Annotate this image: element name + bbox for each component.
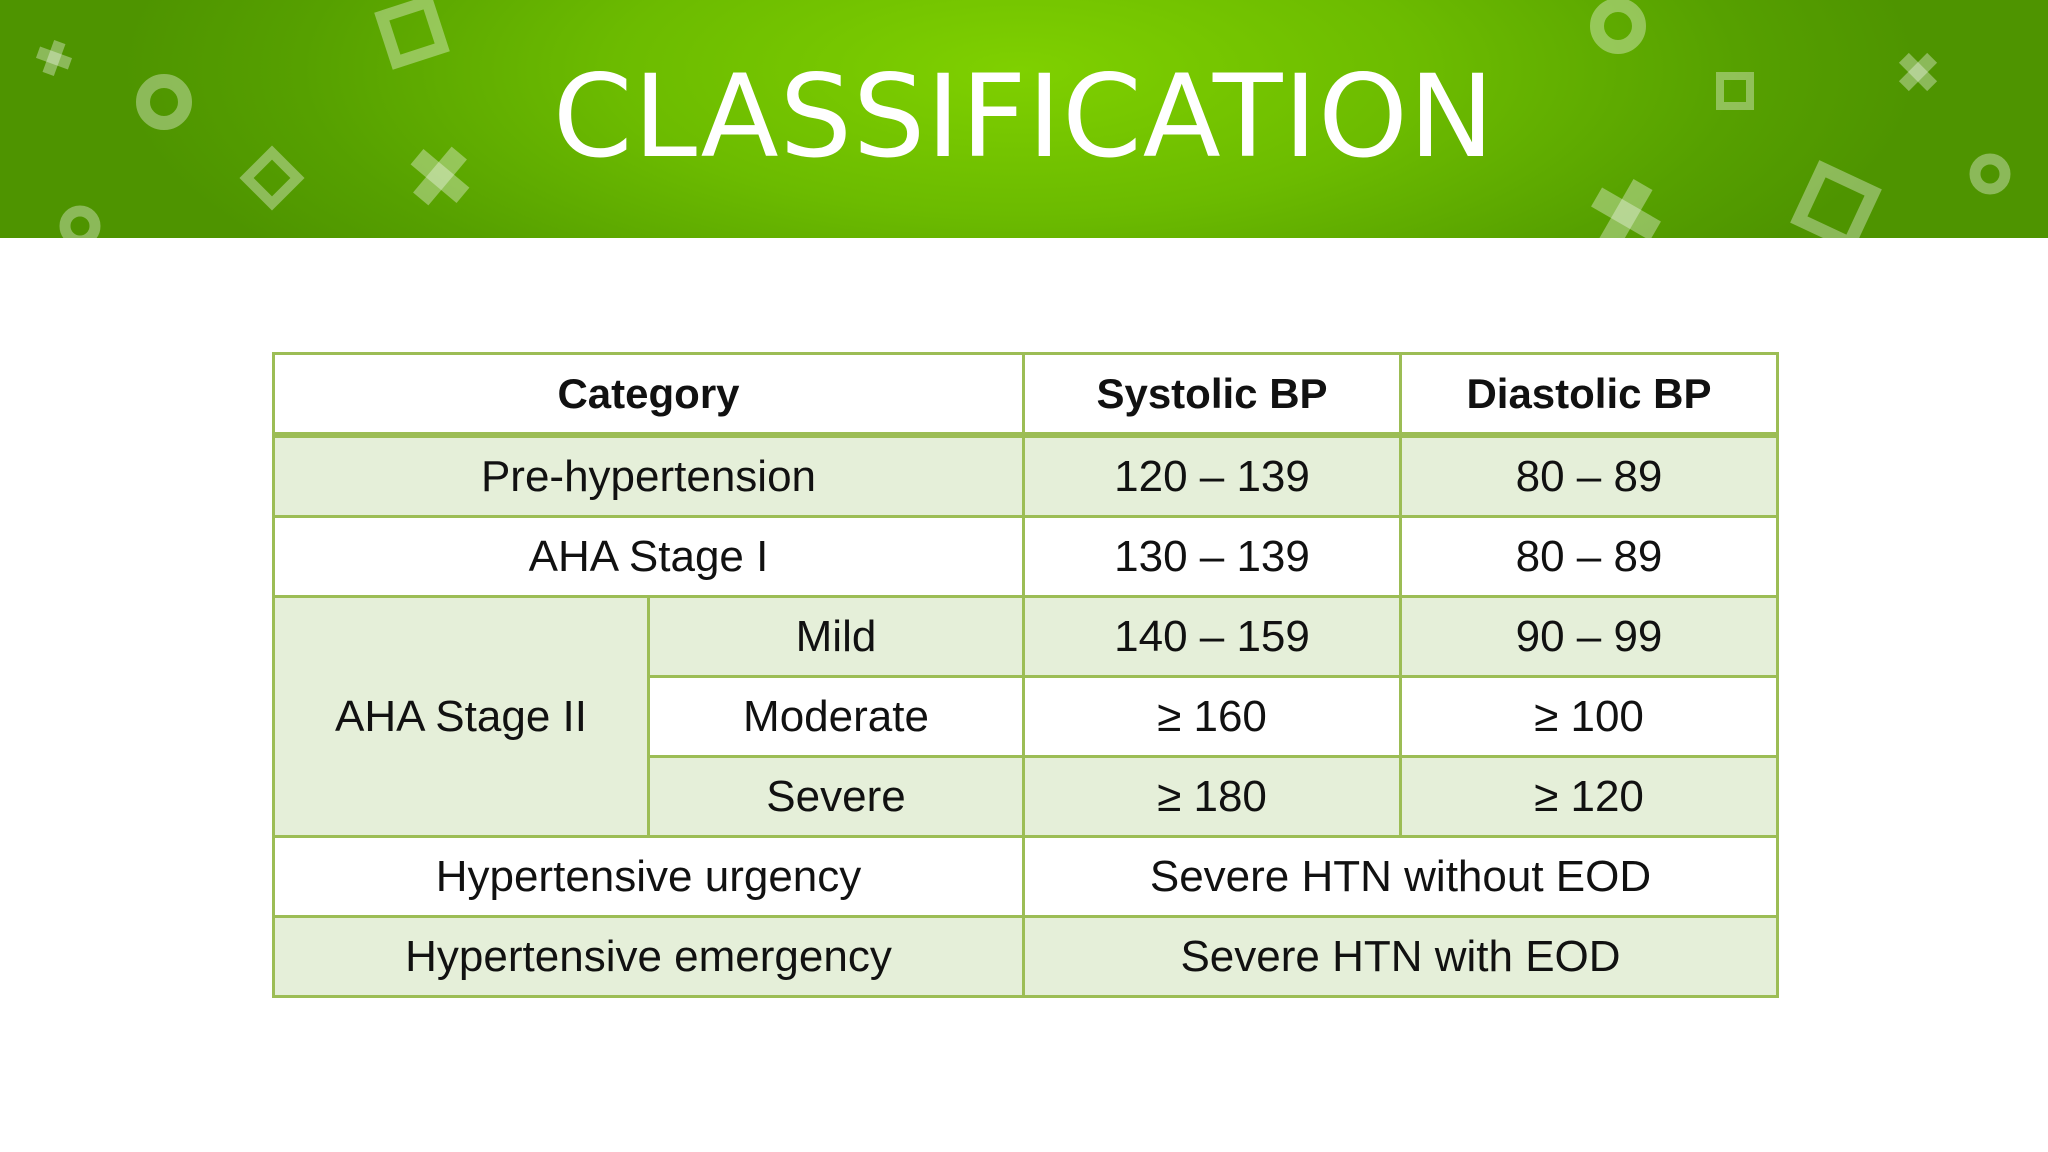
systolic-cell: 120 – 139 — [1024, 435, 1401, 517]
table-row — [274, 435, 1778, 517]
category-cell: Hypertensive urgency — [274, 837, 1024, 917]
table-header-row — [274, 354, 1778, 436]
table-row — [274, 837, 1778, 917]
ring-icon — [65, 211, 95, 238]
diastolic-cell: 90 – 99 — [1401, 597, 1778, 677]
title-banner — [0, 0, 2048, 238]
category-cell: AHA Stage I — [274, 517, 1024, 597]
subcategory-cell: Moderate — [649, 677, 1024, 757]
header-category: Category — [274, 354, 1024, 436]
category-cell: AHA Stage II — [274, 597, 649, 837]
header-diastolic: Diastolic BP — [1401, 354, 1778, 436]
subcategory-cell: Severe — [649, 757, 1024, 837]
systolic-cell: ≥ 160 — [1024, 677, 1401, 757]
systolic-cell: ≥ 180 — [1024, 757, 1401, 837]
description-cell: Severe HTN without EOD — [1024, 837, 1778, 917]
diastolic-cell: 80 – 89 — [1401, 435, 1778, 517]
table-row — [274, 597, 1778, 677]
description-cell: Severe HTN with EOD — [1024, 917, 1778, 997]
ring-icon — [1597, 5, 1639, 47]
table-row — [274, 917, 1778, 997]
table-row — [274, 517, 1778, 597]
category-cell: Hypertensive emergency — [274, 917, 1024, 997]
header-systolic: Systolic BP — [1024, 354, 1401, 436]
systolic-cell: 130 – 139 — [1024, 517, 1401, 597]
subcategory-cell: Mild — [649, 597, 1024, 677]
diastolic-cell: ≥ 120 — [1401, 757, 1778, 837]
diastolic-cell: 80 – 89 — [1401, 517, 1778, 597]
bp-classification-table — [272, 352, 1779, 998]
diastolic-cell: ≥ 100 — [1401, 677, 1778, 757]
page-title: CLASSIFICATION — [552, 50, 1496, 183]
category-cell: Pre-hypertension — [274, 435, 1024, 517]
systolic-cell: 140 – 159 — [1024, 597, 1401, 677]
